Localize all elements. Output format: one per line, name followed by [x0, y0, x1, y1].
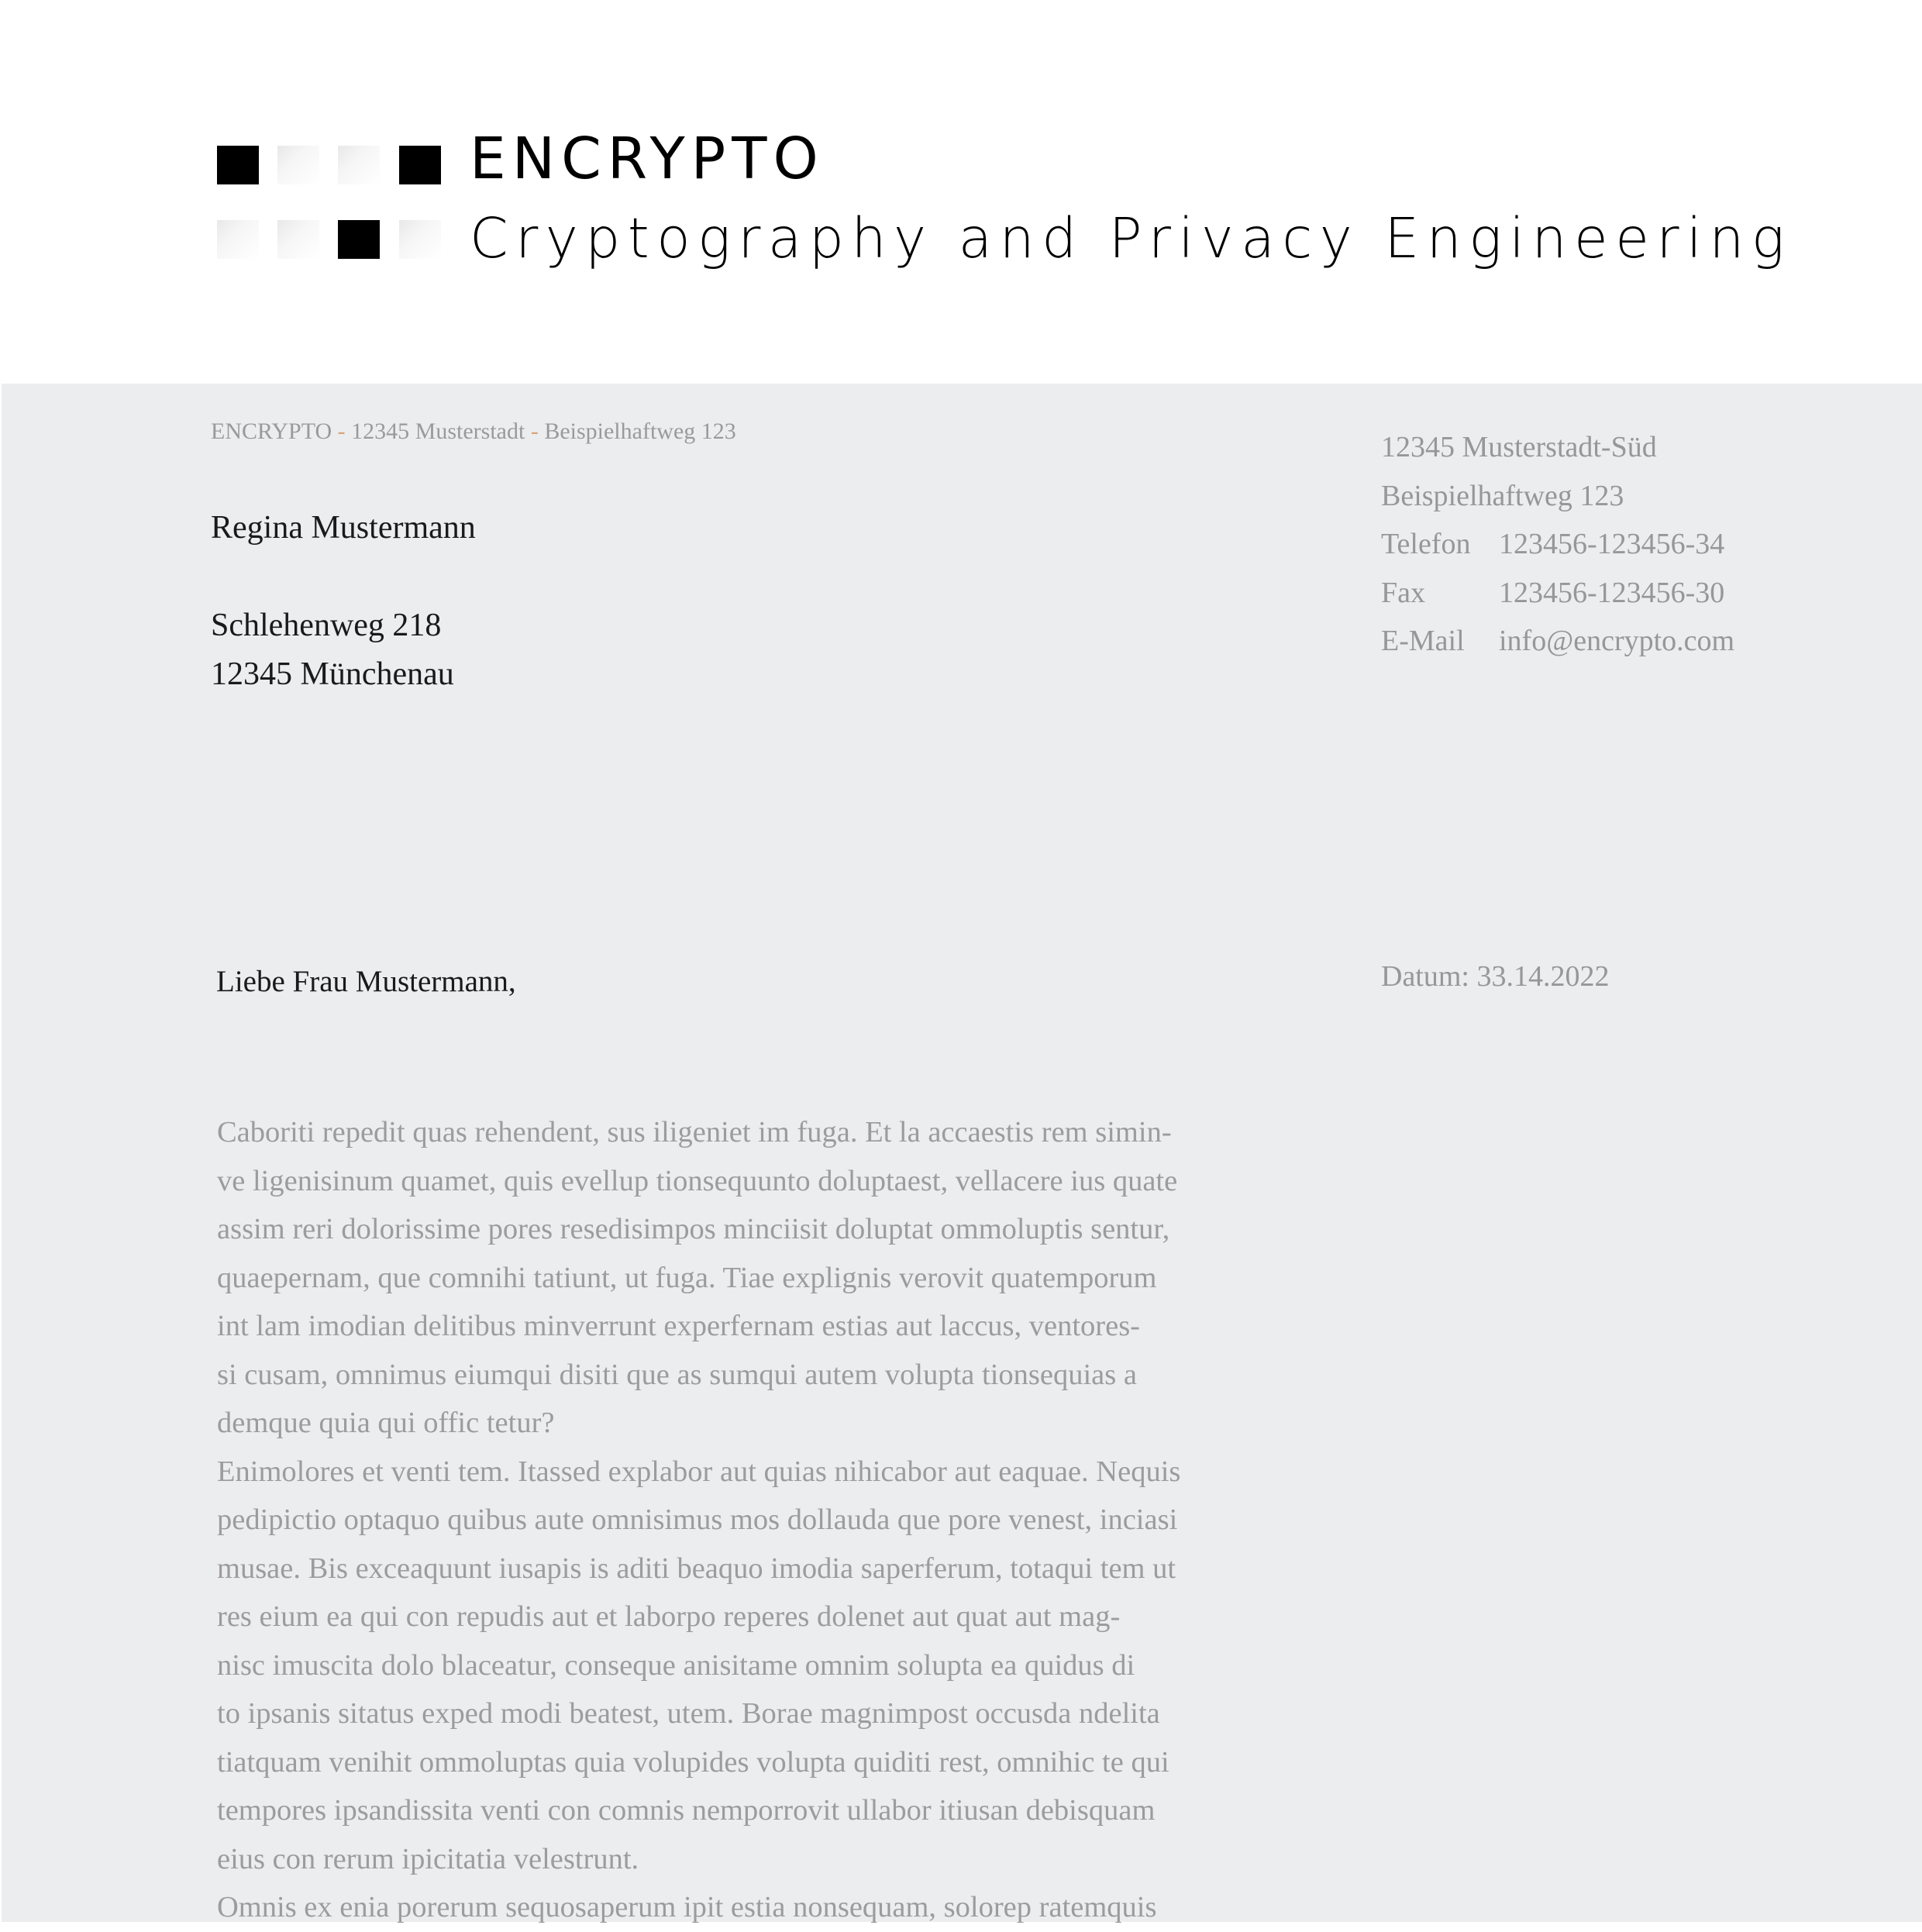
email-label: E-Mail	[1381, 625, 1465, 657]
body-line: to ipsanis sitatus exped modi beatest, utem. Borae magnimpost occusda ndelita	[217, 1697, 1160, 1730]
separator: -	[337, 418, 346, 444]
email-value[interactable]: info@encrypto.com	[1499, 625, 1735, 657]
body-line: quaepernam, que comnihi tatiunt, ut fuga. Tiae explignis verovit quatemporum	[217, 1261, 1157, 1294]
letter-date: Datum: 33.14.2022	[1381, 960, 1610, 993]
body-line: assim reri dolorissime pores resedisimpos minciisit doluptat ommoluptis sentur,	[217, 1213, 1170, 1245]
contact-city: 12345 Musterstadt-Süd	[1381, 431, 1657, 463]
sender-city: 12345 Musterstadt	[351, 418, 525, 444]
contact-phone-row	[1381, 520, 1734, 569]
logo-square-filled	[338, 220, 380, 259]
contact-street: Beispielhaftweg 123	[1381, 479, 1624, 512]
logo-square-faded	[399, 220, 441, 259]
body-line: eius con rerum ipicitatia velestrunt.	[217, 1842, 639, 1875]
body-line: res eium ea qui con repudis aut et laborpo reperes dolenet aut quat aut mag-	[217, 1600, 1121, 1633]
logo-title: ENCRYPTO	[470, 126, 825, 192]
letterhead	[0, 0, 1922, 384]
body-line: tempores ipsandissita venti con comnis nemporrovit ullabor itiusan debisquam	[217, 1794, 1156, 1827]
body-line: Enimolores et venti tem. Itassed explabor aut quias nihicabor aut eaquae. Nequis	[217, 1455, 1181, 1488]
logo-square-faded	[217, 220, 259, 259]
body-line: musae. Bis exceaquunt iusapis is aditi beaquo imodia saperferum, totaqui tem ut	[217, 1551, 1176, 1585]
logo-square-faded	[277, 146, 319, 184]
separator: -	[530, 418, 539, 444]
body-line: ve ligenisinum quamet, quis evellup tionsequunto doluptaest, vellacere ius quate	[217, 1164, 1178, 1197]
body-line: pedipictio optaquo quibus aute omnisimus mos dollauda que pore venest, inciasi	[217, 1503, 1178, 1536]
body-line: si cusam, omnimus eiumqui disiti que as sumqui autem volupta tionsequias a	[217, 1358, 1137, 1391]
body-line: demque quia qui offic tetur?	[217, 1407, 555, 1439]
recipient-city: 12345 Münchenau	[211, 656, 454, 692]
logo-square-filled	[399, 146, 441, 184]
sender-company: ENCRYPTO	[211, 418, 332, 444]
logo-square-faded	[338, 146, 380, 184]
phone-value: 123456-123456-34	[1499, 528, 1725, 560]
sender-return-line	[211, 418, 736, 445]
body-line: Caboriti repedit quas rehendent, sus iligeniet im fuga. Et la accaestis rem simin-	[217, 1116, 1172, 1149]
body-line: int lam imodian delitibus minverrunt experfernam estias aut laccus, ventores-	[217, 1310, 1140, 1342]
body-line: Omnis ex enia porerum sequosaperum ipit estia nonsequam, solorep ratemquis	[217, 1891, 1157, 1923]
phone-label: Telefon	[1381, 528, 1471, 560]
letter-body-text	[217, 1108, 1325, 1932]
body-line: tiatquam venihit ommoluptas quia volupides volupta quiditi rest, omnihic te qui	[217, 1745, 1169, 1779]
fax-value: 123456-123456-30	[1499, 576, 1725, 609]
logo-subtitle: Cryptography and Privacy Engineering	[470, 206, 1792, 270]
logo-mark	[215, 146, 440, 260]
recipient-address	[211, 504, 476, 699]
fax-label: Fax	[1381, 576, 1425, 609]
body-line: nisc imuscita dolo blaceatur, conseque anisitame omnim solupta ea quidus di	[217, 1648, 1135, 1682]
logo-square-filled	[217, 146, 259, 184]
logo-square-faded	[277, 220, 319, 259]
salutation: Liebe Frau Mustermann,	[216, 965, 516, 998]
recipient-street: Schlehenweg 218	[211, 608, 442, 643]
recipient-name: Regina Mustermann	[211, 510, 476, 546]
contact-fax-row	[1381, 569, 1734, 618]
sender-street: Beispielhaftweg 123	[544, 418, 736, 444]
contact-email-row	[1381, 617, 1734, 666]
contact-block	[1381, 423, 1734, 666]
